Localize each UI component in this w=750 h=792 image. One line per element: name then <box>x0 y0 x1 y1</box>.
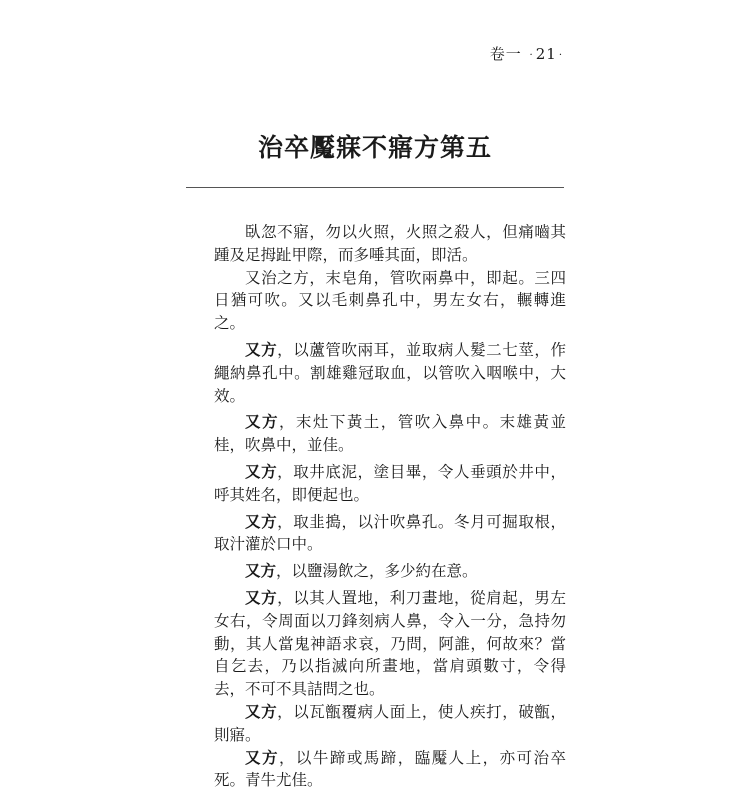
paragraph-lead: 又方 <box>245 340 278 359</box>
page-number: 21 <box>535 45 557 63</box>
paragraph <box>214 701 566 747</box>
paragraph <box>214 411 566 457</box>
paragraph-text: 臥忽不寤，勿以火照，火照之殺人，但痛嚙其踵及足拇趾甲際，而多唾其面，即活。 <box>214 223 566 264</box>
paragraph <box>214 587 566 701</box>
paragraph-lead: 又方 <box>245 462 278 481</box>
volume-label: 卷一 <box>489 45 522 63</box>
paragraph <box>214 511 566 557</box>
paragraph-text: ，以鹽湯飲之，多少約在意。 <box>276 562 478 581</box>
paragraph-text: ，取井底泥，塗目畢，令人垂頭於井中，呼其姓名，即便起也。 <box>214 462 566 504</box>
paragraph <box>214 560 566 583</box>
running-header <box>490 43 565 64</box>
paragraph-lead: 又方 <box>245 413 279 432</box>
separator-dot: · <box>558 49 563 61</box>
paragraph <box>214 339 566 407</box>
paragraph <box>214 747 566 792</box>
paragraph-text: ，以瓦甑覆病人面上，使人疾打，破甑，則寤。 <box>214 702 566 744</box>
paragraph-lead: 又方 <box>245 512 278 531</box>
body-text <box>214 221 566 792</box>
paragraph-text: 又治之方，末皂角，管吹兩鼻中，即起。三四日猶可吹。又以毛刺鼻孔中，男左女右，輾轉進之。 <box>214 268 566 333</box>
paragraph-text: ，取韭搗，以汁吹鼻孔。冬月可掘取根，取汁灌於口中。 <box>214 512 566 554</box>
paragraph-lead: 又方 <box>245 562 277 581</box>
paragraph-text: ，以蘆管吹兩耳，並取病人髮二七莖，作繩納鼻孔中。割雄雞冠取血，以管吹入咽喉中，大效。 <box>214 340 566 405</box>
paragraph <box>214 461 566 507</box>
paragraph-lead: 又方 <box>245 702 278 721</box>
title-divider <box>186 187 564 188</box>
paragraph <box>214 221 566 267</box>
paragraph-lead: 又方 <box>245 748 279 767</box>
paragraph <box>214 267 566 335</box>
paragraph-text: ，末灶下黃土，管吹入鼻中。末雄黃並桂，吹鼻中，並佳。 <box>214 413 566 455</box>
separator-dot: · <box>529 49 534 61</box>
paragraph-lead: 又方 <box>245 588 278 607</box>
paragraph-text: ，以牛蹄或馬蹄，臨魘人上，亦可治卒死。青牛尤佳。 <box>214 748 566 790</box>
chapter-title: 治卒魘寐不寤方第五 <box>257 133 492 162</box>
paragraph-text: ，以其人置地，利刀畫地，從肩起，男左女右，令周面以刀鋒刻病人鼻，令入一分，急持勿動，其人當鬼神語求哀，乃問，阿誰，何故來？當自乞去，乃以指滅向所畫地，當肩頭數寸，令得去，不可不具詰問之也。 <box>214 588 566 699</box>
